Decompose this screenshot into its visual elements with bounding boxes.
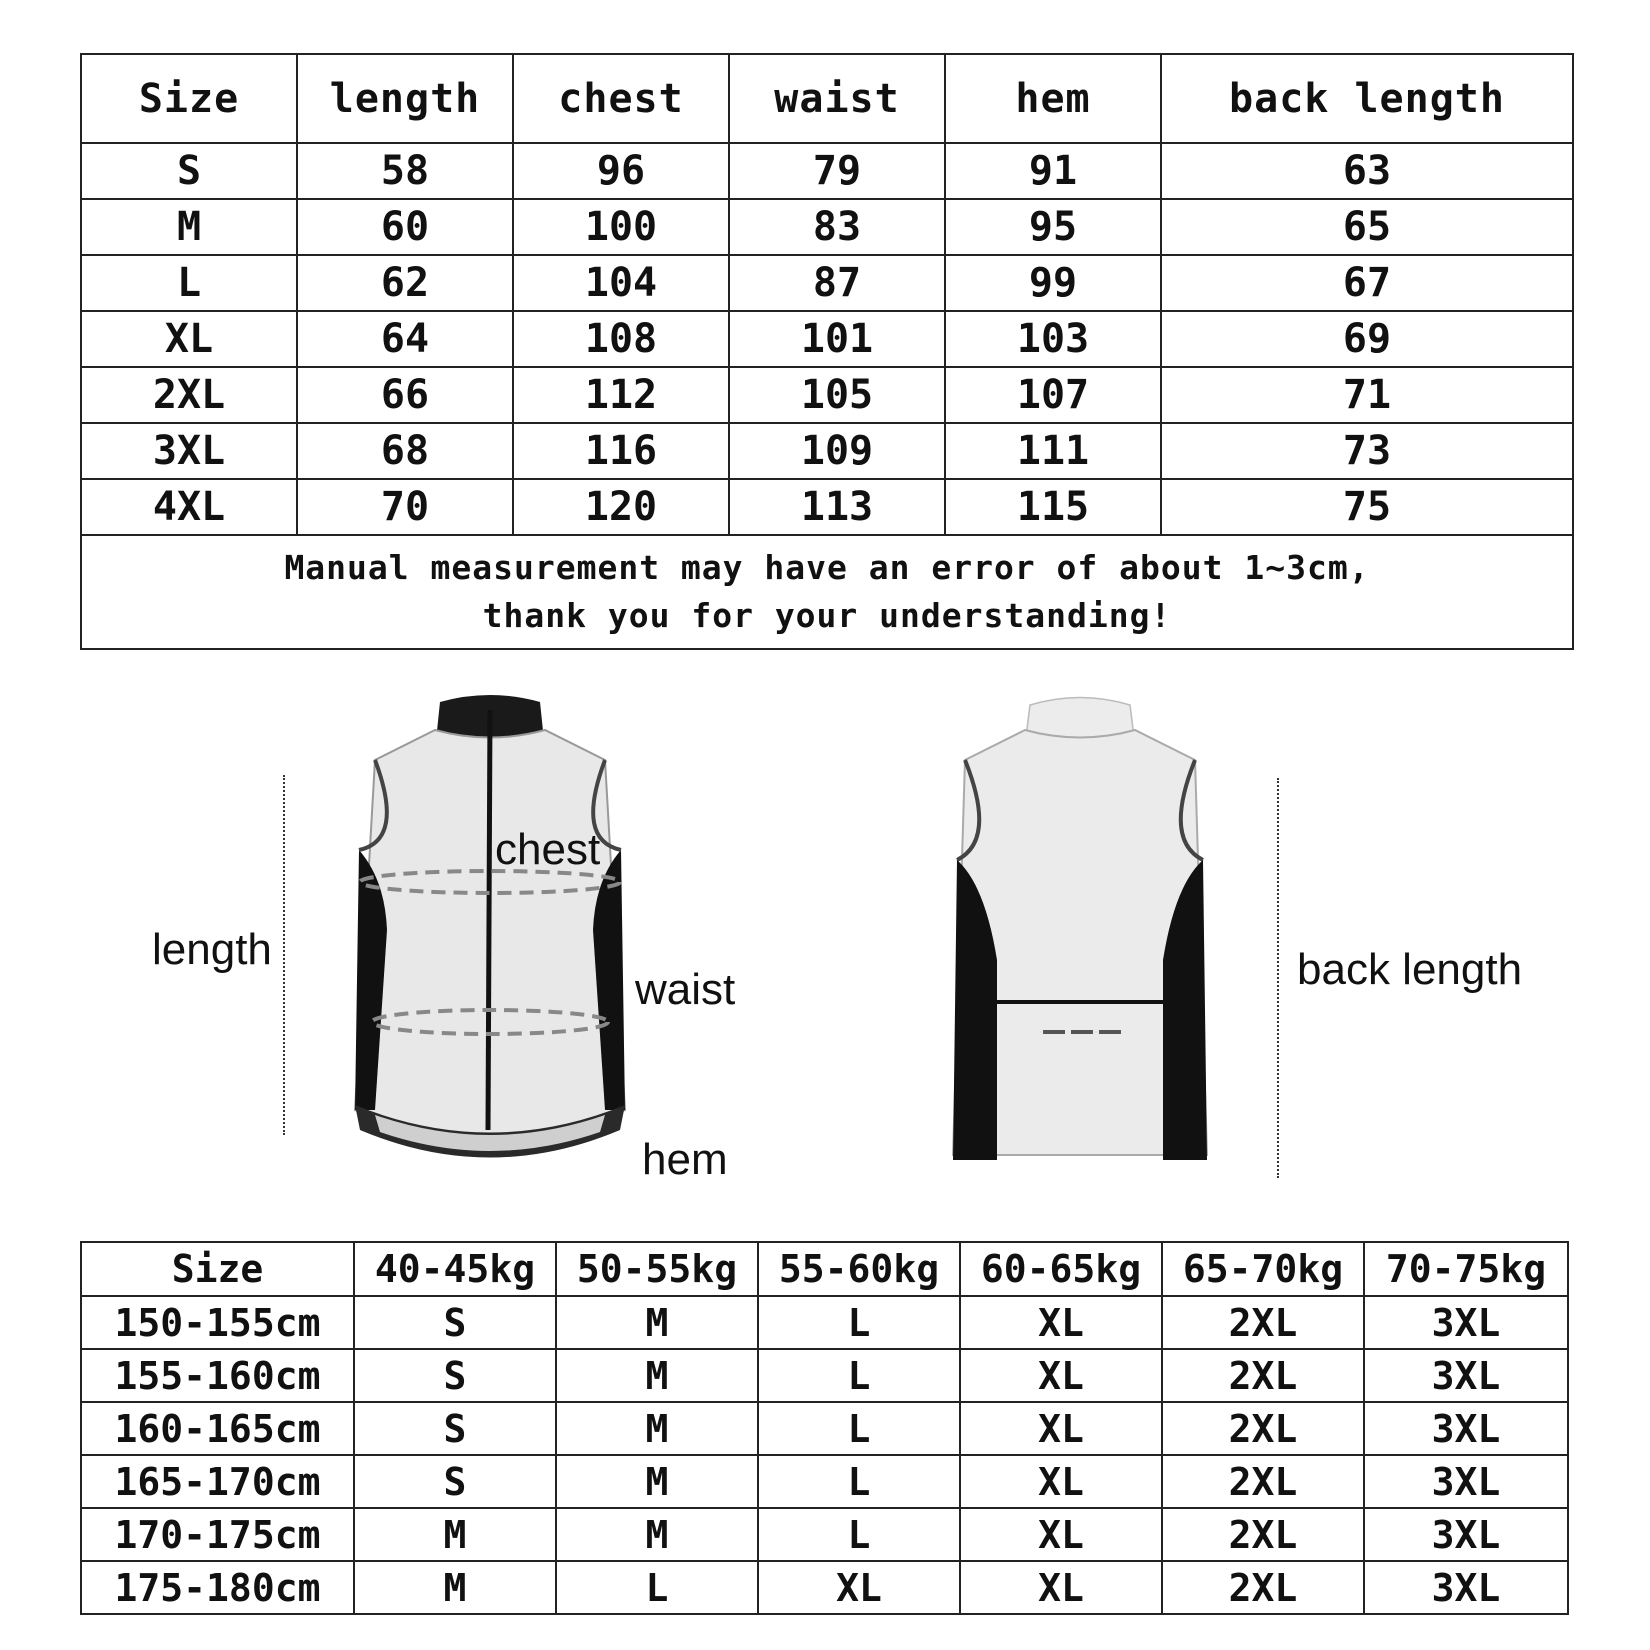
table-cell: 2XL xyxy=(1162,1296,1364,1349)
table-cell: 73 xyxy=(1161,423,1573,479)
vest-measurement-diagram xyxy=(0,660,1650,1220)
table-cell: 60 xyxy=(297,199,513,255)
table-cell: 2XL xyxy=(1162,1402,1364,1455)
table-cell: 160-165cm xyxy=(81,1402,354,1455)
table-row xyxy=(81,311,1573,367)
table-cell: 150-155cm xyxy=(81,1296,354,1349)
table-cell: M xyxy=(354,1508,556,1561)
table-cell: XL xyxy=(960,1508,1162,1561)
table-cell: 99 xyxy=(945,255,1161,311)
table-cell: 116 xyxy=(513,423,729,479)
table-cell: 111 xyxy=(945,423,1161,479)
table-cell: 104 xyxy=(513,255,729,311)
front-vest-image xyxy=(345,690,635,1190)
table-row xyxy=(81,1508,1568,1561)
table-cell: 68 xyxy=(297,423,513,479)
table-row xyxy=(81,199,1573,255)
table-cell: L xyxy=(758,1296,960,1349)
size-chart-header-row xyxy=(81,54,1573,143)
header-cell: Size xyxy=(81,1242,354,1296)
table-cell: 66 xyxy=(297,367,513,423)
table-cell: S xyxy=(354,1296,556,1349)
table-cell: M xyxy=(556,1508,758,1561)
table-cell: 3XL xyxy=(1364,1296,1568,1349)
table-row xyxy=(81,1402,1568,1455)
table-cell: 2XL xyxy=(81,367,297,423)
table-cell: 65 xyxy=(1161,199,1573,255)
table-cell: L xyxy=(81,255,297,311)
table-cell: 105 xyxy=(729,367,945,423)
waist-label: waist xyxy=(635,965,736,1014)
header-cell: 55-60kg xyxy=(758,1242,960,1296)
table-row xyxy=(81,255,1573,311)
table-cell: 170-175cm xyxy=(81,1508,354,1561)
table-cell: 3XL xyxy=(81,423,297,479)
hem-label: hem xyxy=(642,1135,728,1184)
table-cell: 165-170cm xyxy=(81,1455,354,1508)
table-cell: 175-180cm xyxy=(81,1561,354,1614)
table-cell: XL xyxy=(960,1455,1162,1508)
table-cell: S xyxy=(354,1402,556,1455)
header-cell: chest xyxy=(513,54,729,143)
table-cell: XL xyxy=(758,1561,960,1614)
table-cell: 64 xyxy=(297,311,513,367)
table-cell: 101 xyxy=(729,311,945,367)
table-cell: M xyxy=(556,1349,758,1402)
back-length-measure-line xyxy=(1277,778,1279,1178)
table-cell: 91 xyxy=(945,143,1161,199)
table-cell: S xyxy=(81,143,297,199)
table-cell: M xyxy=(556,1402,758,1455)
table-cell: M xyxy=(81,199,297,255)
table-row xyxy=(81,1296,1568,1349)
table-cell: 67 xyxy=(1161,255,1573,311)
table-cell: 58 xyxy=(297,143,513,199)
table-cell: XL xyxy=(960,1296,1162,1349)
table-cell: L xyxy=(758,1508,960,1561)
table-cell: 87 xyxy=(729,255,945,311)
table-row xyxy=(81,143,1573,199)
table-row xyxy=(81,1349,1568,1402)
header-cell: hem xyxy=(945,54,1161,143)
header-cell: 70-75kg xyxy=(1364,1242,1568,1296)
note-line-2: thank you for your understanding! xyxy=(482,596,1172,635)
recommendation-header-row xyxy=(81,1242,1568,1296)
table-cell: 96 xyxy=(513,143,729,199)
header-cell: 50-55kg xyxy=(556,1242,758,1296)
table-cell: 4XL xyxy=(81,479,297,535)
table-cell: 108 xyxy=(513,311,729,367)
table-cell: 2XL xyxy=(1162,1349,1364,1402)
note-line-1: Manual measurement may have an error of about 1~3cm, xyxy=(284,548,1370,587)
table-cell: M xyxy=(354,1561,556,1614)
table-cell: 103 xyxy=(945,311,1161,367)
table-cell: 69 xyxy=(1161,311,1573,367)
chest-label: chest xyxy=(495,825,601,874)
table-cell: 70 xyxy=(297,479,513,535)
table-cell: 112 xyxy=(513,367,729,423)
size-chart-table xyxy=(80,53,1574,650)
size-recommendation-table xyxy=(80,1241,1569,1615)
table-cell: XL xyxy=(960,1561,1162,1614)
table-cell: M xyxy=(556,1455,758,1508)
measurement-note xyxy=(81,535,1573,649)
table-cell: 107 xyxy=(945,367,1161,423)
table-cell: XL xyxy=(960,1349,1162,1402)
table-cell: XL xyxy=(81,311,297,367)
table-cell: 120 xyxy=(513,479,729,535)
table-cell: 3XL xyxy=(1364,1455,1568,1508)
table-cell: L xyxy=(758,1455,960,1508)
table-cell: 3XL xyxy=(1364,1402,1568,1455)
header-cell: length xyxy=(297,54,513,143)
table-cell: 95 xyxy=(945,199,1161,255)
table-cell: 3XL xyxy=(1364,1561,1568,1614)
table-cell: M xyxy=(556,1296,758,1349)
length-label: length xyxy=(152,925,272,974)
table-cell: S xyxy=(354,1349,556,1402)
length-measure-line xyxy=(283,775,285,1135)
table-row xyxy=(81,1455,1568,1508)
table-cell: S xyxy=(354,1455,556,1508)
table-cell: L xyxy=(758,1349,960,1402)
table-row xyxy=(81,367,1573,423)
table-cell: 2XL xyxy=(1162,1508,1364,1561)
header-cell: Size xyxy=(81,54,297,143)
header-cell: 60-65kg xyxy=(960,1242,1162,1296)
header-cell: waist xyxy=(729,54,945,143)
table-row xyxy=(81,1561,1568,1614)
table-cell: 62 xyxy=(297,255,513,311)
table-cell: 2XL xyxy=(1162,1561,1364,1614)
table-row xyxy=(81,479,1573,535)
table-row xyxy=(81,423,1573,479)
header-cell: 65-70kg xyxy=(1162,1242,1364,1296)
table-cell: 3XL xyxy=(1364,1508,1568,1561)
table-cell: 155-160cm xyxy=(81,1349,354,1402)
table-cell: XL xyxy=(960,1402,1162,1455)
header-cell: 40-45kg xyxy=(354,1242,556,1296)
table-cell: 109 xyxy=(729,423,945,479)
table-cell: 75 xyxy=(1161,479,1573,535)
table-cell: 63 xyxy=(1161,143,1573,199)
table-cell: 113 xyxy=(729,479,945,535)
table-cell: 3XL xyxy=(1364,1349,1568,1402)
table-cell: L xyxy=(758,1402,960,1455)
table-cell: 100 xyxy=(513,199,729,255)
note-row xyxy=(81,535,1573,649)
table-cell: 79 xyxy=(729,143,945,199)
table-cell: L xyxy=(556,1561,758,1614)
table-cell: 83 xyxy=(729,199,945,255)
table-cell: 115 xyxy=(945,479,1161,535)
header-cell: back length xyxy=(1161,54,1573,143)
table-cell: 71 xyxy=(1161,367,1573,423)
back-vest-image xyxy=(935,690,1225,1190)
back-length-label: back length xyxy=(1297,945,1523,994)
table-cell: 2XL xyxy=(1162,1455,1364,1508)
